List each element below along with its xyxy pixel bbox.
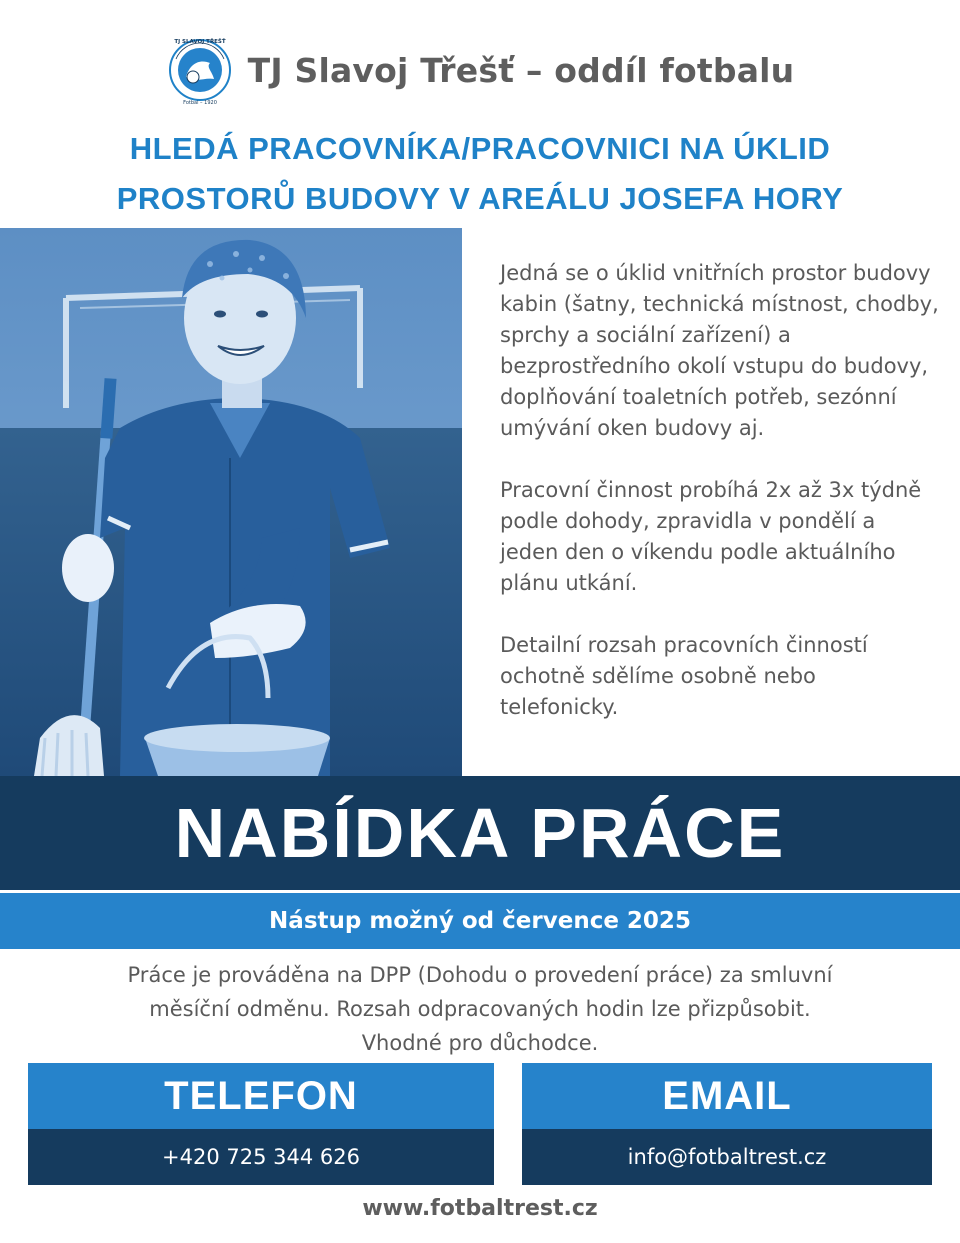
headline-line-1: HLEDÁ PRACOVNÍKA/PRACOVNICI NA ÚKLID	[129, 131, 831, 166]
job-offer-banner	[0, 776, 960, 890]
website-link[interactable]: www.fotbaltrest.cz	[362, 1196, 598, 1221]
worker-illustration	[0, 228, 462, 776]
logo-bottom-text: Fotbal – 1920	[182, 100, 217, 106]
logo-top-text: TJ SLAVOJ TŘEŠŤ	[173, 39, 226, 45]
email-address[interactable]: info@fotbaltrest.cz	[522, 1129, 932, 1185]
description-paragraph-3: Detailní rozsah pracovních činností ochotně sdělíme osobně nebo telefonicky.	[500, 633, 868, 719]
phone-number[interactable]: +420 725 344 626	[28, 1129, 494, 1185]
start-date-text: Nástup možný od července 2025	[269, 908, 691, 934]
headline	[0, 124, 960, 224]
description-paragraph-1: Jedná se o úklid vnitřních prostor budovy kabin (šatny, technická místnost, chodby, sprchy a sociální zařízení) a bezprostředního okolí vstupu do budovy, doplňování toaletních potřeb, sezónní umývání oken budovy aj.	[500, 261, 939, 440]
headline-line-2: PROSTORŮ BUDOVY V AREÁLU JOSEFA HORY	[116, 181, 844, 216]
email-contact-box	[522, 1063, 932, 1185]
job-description	[500, 258, 940, 754]
worker-photo	[0, 228, 462, 776]
header	[0, 28, 960, 112]
club-logo-icon	[166, 33, 234, 107]
banner-title: NABÍDKA PRÁCE	[174, 794, 786, 872]
start-date-bar	[0, 893, 960, 949]
terms-line-2: měsíční odměnu. Rozsah odpracovaných hodin lze přizpůsobit.	[149, 997, 811, 1021]
employment-terms	[0, 958, 960, 1060]
email-label: EMAIL	[522, 1063, 932, 1129]
club-name: TJ Slavoj Třešť – oddíl fotbalu	[247, 50, 795, 90]
terms-line-1: Práce je prováděna na DPP (Dohodu o provedení práce) za smluvní	[127, 963, 833, 987]
phone-label: TELEFON	[28, 1063, 494, 1129]
description-paragraph-2: Pracovní činnost probíhá 2x až 3x týdně podle dohody, zpravidla v pondělí a jeden den o víkendu podle aktuálního plánu utkání.	[500, 478, 922, 595]
terms-line-3: Vhodné pro důchodce.	[361, 1031, 599, 1055]
phone-contact-box	[28, 1063, 494, 1185]
